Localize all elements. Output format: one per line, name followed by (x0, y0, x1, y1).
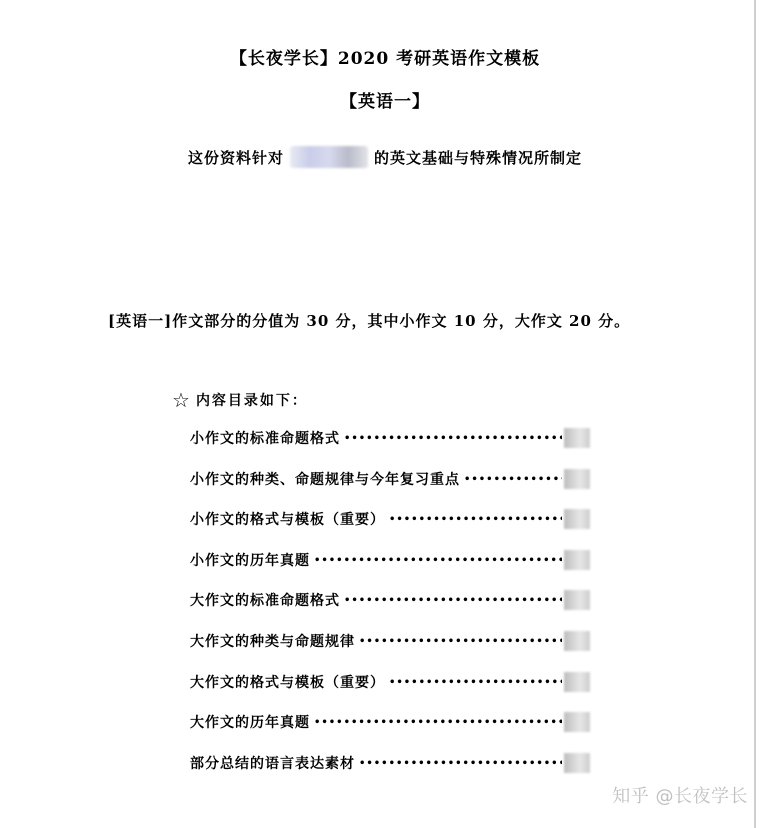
toc-item-label: 大作文的种类与命题规律 (190, 633, 355, 650)
toc-item-label: 小作文的标准命题格式 (190, 431, 340, 447)
page-number-blurred (564, 428, 590, 448)
redacted-blur (290, 146, 368, 168)
toc-leader-dots (314, 712, 562, 734)
toc-item (190, 753, 590, 794)
toc-item-label: 小作文的历年真题 (190, 552, 310, 569)
toc-heading (172, 390, 308, 410)
toc-leader-dots (389, 672, 562, 694)
toc-item (190, 550, 590, 591)
toc-item-label: 大作文的标准命题格式 (190, 593, 340, 610)
page-number-blurred (564, 509, 590, 529)
toc-item (190, 590, 590, 631)
toc-leader-dots (344, 590, 562, 612)
table-of-contents (190, 428, 590, 793)
toc-item (190, 631, 590, 672)
toc-item (190, 672, 590, 713)
page-number-blurred (564, 631, 590, 651)
intro-line (0, 146, 770, 168)
toc-item-label: 部分总结的语言表达素材 (190, 755, 355, 772)
toc-leader-dots (359, 631, 562, 653)
score-line: [英语一]作文部分的分值为 30 分，其中小作文 10 分，大作文 20 分。 (108, 312, 631, 330)
page-number-blurred (564, 590, 590, 610)
toc-item (190, 509, 590, 550)
intro-text-before: 这份资料针对 (187, 148, 284, 167)
toc-item-label: 大作文的历年真题 (190, 715, 310, 732)
intro-text-after: 的英文基础与特殊情况所制定 (374, 148, 583, 167)
toc-heading-text: 内容目录如下： (195, 393, 308, 409)
document-title: 【长夜学长】2020 考研英语作文模板 (229, 49, 541, 69)
page-number-blurred (564, 712, 590, 732)
toc-item (190, 469, 590, 510)
toc-leader-dots (344, 428, 562, 450)
page-number-blurred (564, 469, 590, 489)
watermark: 知乎 @长夜学长 (612, 786, 748, 807)
toc-item (190, 712, 590, 753)
toc-item (190, 428, 590, 469)
toc-leader-dots (389, 509, 562, 531)
star-outline-icon: ☆ (172, 388, 192, 412)
toc-item-label: 大作文的格式与模板（重要） (190, 674, 385, 691)
toc-item-label: 小作文的种类、命题规律与今年复习重点 (190, 471, 460, 488)
document-subtitle: 【英语一】 (340, 92, 430, 112)
toc-item-label: 小作文的格式与模板（重要） (190, 512, 385, 529)
page-number-blurred (564, 672, 590, 692)
toc-leader-dots (464, 469, 562, 491)
toc-leader-dots (359, 753, 562, 775)
page-number-blurred (564, 550, 590, 570)
toc-leader-dots (314, 550, 562, 572)
page-number-blurred (564, 753, 590, 773)
